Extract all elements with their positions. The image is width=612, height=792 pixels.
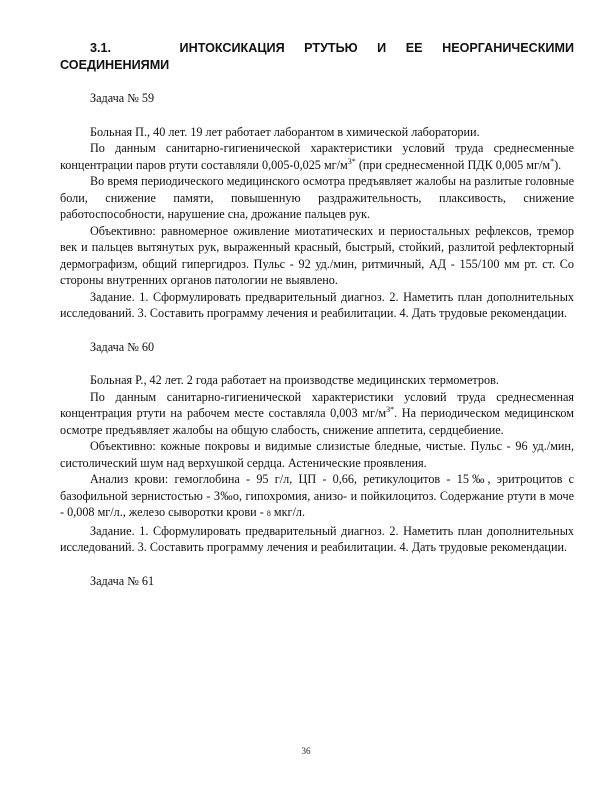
task-objective: Объективно: равномерное оживление миотатических и периостальных рефлексов, тремор век и пальцев вытянутых рук, выраженный красный, быстрый, стойкий, разлитой рефлекторный дермографизм, общий гипергидроз. Пульс - 92 уд./мин, ритмичный, АД - 155/100 мм рт. ст. Со стороны внутренних органов патологии не выявлено. <box>60 223 574 287</box>
task-title: Задача № 59 <box>90 91 155 105</box>
task-hygiene: По данным санитарно-гигиенической характеристики условий труда среднесменные концентрации паров ртути составляли 0,005-0,025 $мг/м^{3*}$ (при среднесменной ПДК 0,005 мг/м*). <box>60 141 574 172</box>
task-59 <box>60 90 574 322</box>
task-complaints: Во время периодического медицинского осмотра предъявляет жалобы на разлитые головные боли, снижение памяти, повышенную раздражительность, плаксивость, снижение работоспособности, нарушение сна, дрожание пальцев рук. <box>60 174 574 221</box>
section-title: ИНТОКСИКАЦИЯ РТУТЬЮ И ЕЕ НЕОРГАНИЧЕСКИМИ СОЕДИНЕНИЯМИ <box>60 41 574 72</box>
task-intro: Больная Р., 42 лет. 2 года работает на производстве медицинских термометров. <box>90 373 499 387</box>
task-assignment: Задание. 1. Сформулировать предварительный диагноз. 2. Наметить план дополнительных исследований. 3. Составить программу лечения и реабилитации. 4. Дать трудовые рекомендации. <box>60 289 574 320</box>
section-number: 3.1. <box>90 41 112 55</box>
task-61 <box>60 573 574 590</box>
task-objective: Объективно: кожные покровы и видимые слизистые бледные, чистые. Пульс - 96 уд./мин, систолический шум над верхушкой сердца. Астенические проявления. <box>60 439 574 470</box>
section-heading <box>60 40 574 74</box>
task-title: Задача № 60 <box>90 339 155 354</box>
task-title: Задача № 61 <box>90 573 155 588</box>
page-number: 36 <box>301 746 311 756</box>
task-hygiene: По данным санитарно-гигиенической характеристики условий труда среднесменная концентрация ртути на рабочем месте составляла 0,003 $мг/м^{3*}$. На периодическом медицинском осмотре предъявляет жалобы на общую слабость, снижение аппетита, сердцебиение. <box>60 389 574 437</box>
document-page <box>60 40 574 770</box>
task-assignment: Задание. 1. Сформулировать предварительный диагноз. 2. Наметить план дополнительных исследований. 3. Составить программу лечения и реабилитации. 4. Дать трудовые рекомендации. <box>60 523 574 554</box>
task-60 <box>60 339 574 556</box>
task-intro: Больная П., 40 лет. 19 лет работает лаборантом в химической лаборатории. <box>90 124 480 139</box>
task-blood-analysis: Анализ крови: гемоглобина - 95 г/л, ЦП - 0,66, ретикулоцитов - 15‰, эритроцитов с базофильной зернистостью - 3‰о, гипохромия, анизо- и пойкилоцитоз. Содержание ртути в моче - 0,008 мг/л., железо сыворотки крови - 8 мкг/л. <box>60 472 574 519</box>
